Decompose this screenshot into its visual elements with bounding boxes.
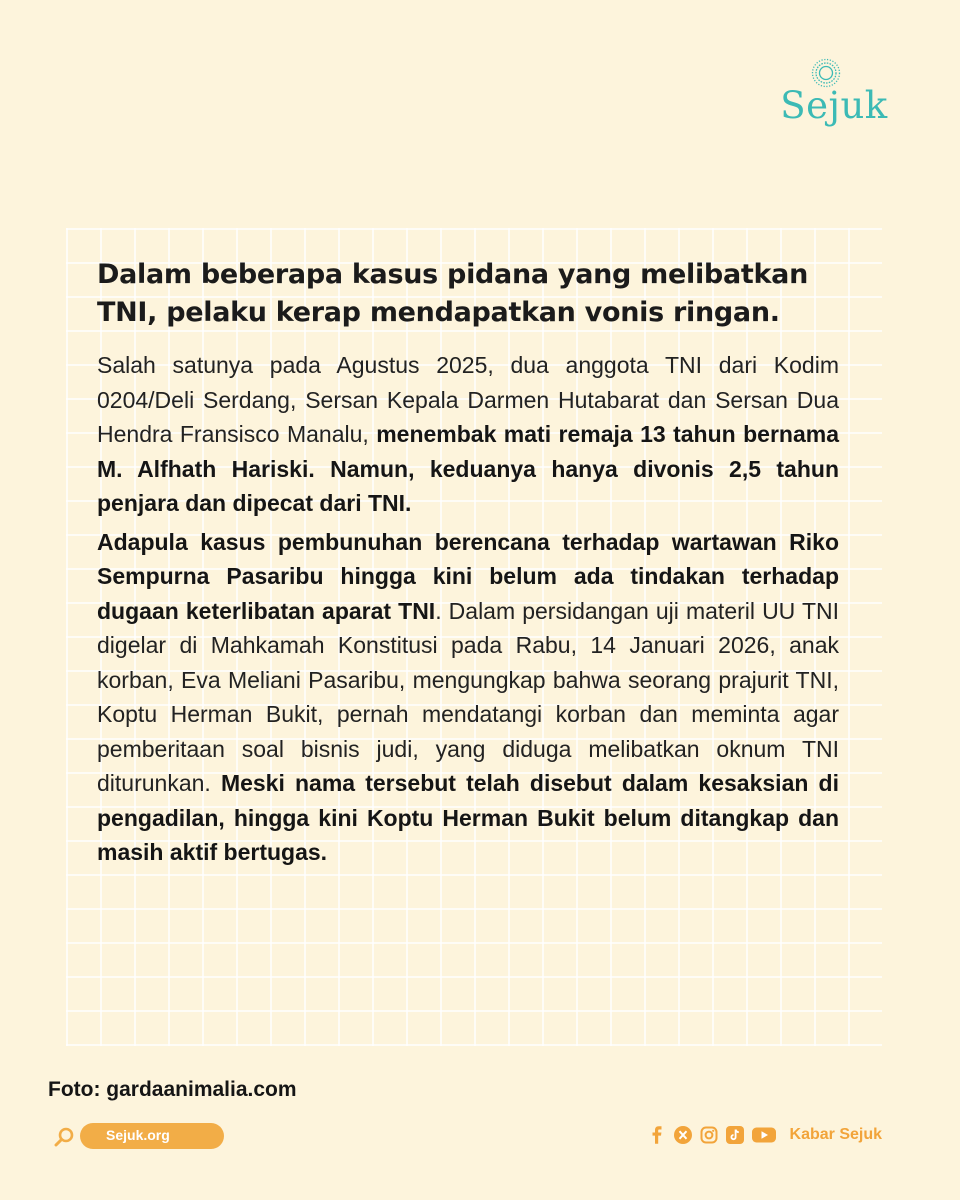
headline: Dalam beberapa kasus pidana yang melibatkan TNI, pelaku kerap mendapatkan vonis ringan. — [97, 259, 808, 328]
x-icon[interactable] — [674, 1126, 692, 1144]
paragraph-1 — [97, 348, 839, 521]
logo-wordmark: Sejuk — [780, 84, 888, 127]
website-pill[interactable] — [80, 1123, 224, 1149]
youtube-icon[interactable] — [752, 1126, 776, 1144]
paragraph-1-text: Salah satunya pada Agustus 2025, dua anggota TNI dari Kodim 0204/Deli Serdang, Sersan Kepala Darmen Hutabarat dan Sersan Dua Hendra Fransisco Manalu, — [97, 352, 839, 447]
paragraph-2-text: . Dalam persidangan uji materil UU TNI digelar di Mahkamah Konstitusi pada Rabu, 14 Januari 2026, anak korban, Eva Meliani Pasaribu, mengungkap bahwa seorang prajurit TNI, Koptu Herman Bukit, pernah mendatangi korban dan meminta agar pemberitaan soal bisnis judi, yang diduga melibatkan oknum TNI diturunkan. — [97, 597, 839, 796]
article-body — [97, 256, 839, 870]
social-handle: Kabar Sejuk — [789, 1126, 882, 1143]
sejuk-logo[interactable] — [774, 58, 894, 128]
tiktok-icon[interactable] — [726, 1126, 744, 1144]
facebook-icon[interactable] — [648, 1126, 666, 1144]
search-icon — [54, 1126, 76, 1148]
website-label: Sejuk.org — [106, 1127, 170, 1143]
paragraph-2 — [97, 525, 839, 870]
paragraph-1-emphasis: menembak mati remaja 13 tahun bernama M. Alfhath Hariski. Namun, keduanya hanya divonis 2,5 tahun penjara dan dipecat dari TNI. — [97, 421, 839, 516]
social-bar — [648, 1122, 882, 1148]
paragraph-2-emphasis-1: Adapula kasus pembunuhan berencana terhadap wartawan Riko Sempurna Pasaribu hingga kini belum ada tindakan terhadap dugaan keterlibatan aparat TNI — [97, 528, 839, 624]
photo-credit: Foto: gardaanimalia.com — [48, 1078, 297, 1101]
website-link[interactable] — [54, 1122, 224, 1150]
paragraph-2-emphasis-2: Meski nama tersebut telah disebut dalam kesaksian di pengadilan, hingga kini Koptu Herman Bukit belum ditangkap dan masih aktif bertugas. — [97, 770, 839, 865]
instagram-icon[interactable] — [700, 1126, 718, 1144]
